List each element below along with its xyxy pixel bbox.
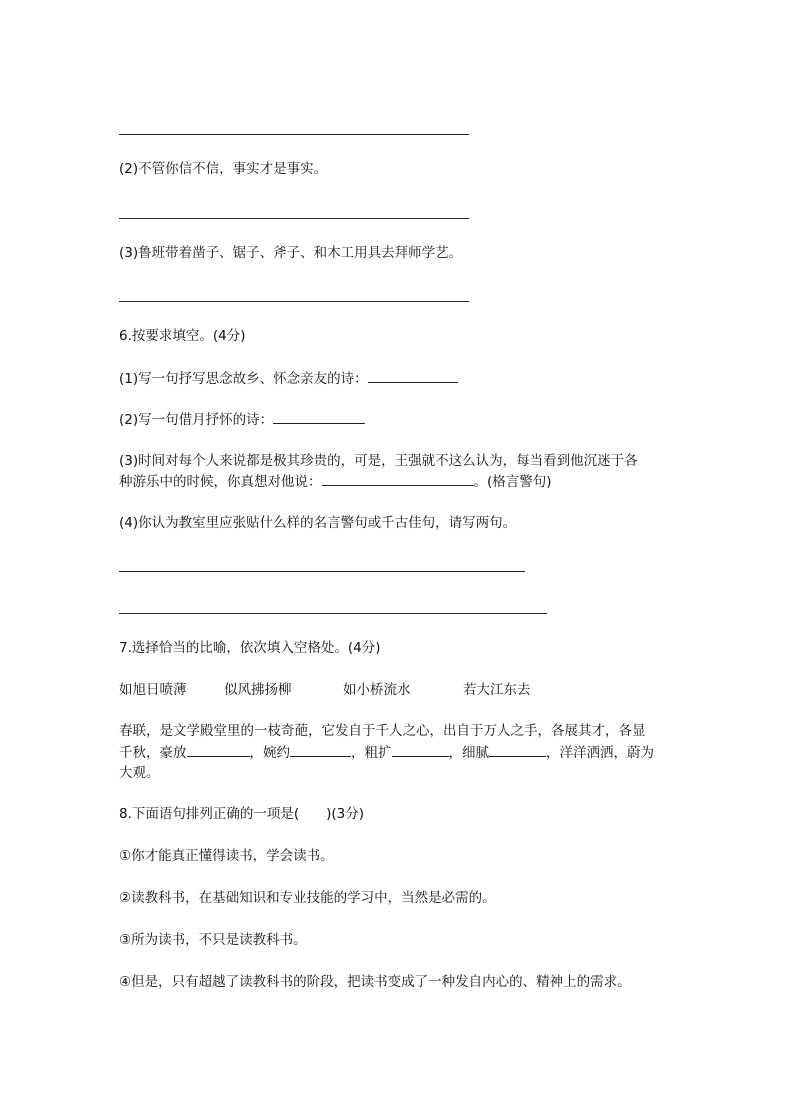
q7-options [119, 680, 531, 700]
q6-item-1-text: (1)写一句抒写思念故乡、怀念亲友的诗： [119, 371, 368, 387]
q6-heading: 6.按要求填空。(4分) [119, 328, 246, 344]
q8-heading: 8.下面语句排列正确的一项是( )(3分) [119, 806, 365, 822]
q5-item-3: (3)鲁班带着凿子、锯子、斧子、和木工用具去拜师学艺。 [119, 245, 463, 261]
q7-option-1: 如旭日喷薄 [119, 682, 187, 698]
q6-item-2-text: (2)写一句借月抒怀的诗： [119, 412, 274, 428]
q7-blank-4[interactable] [489, 742, 546, 757]
q6-item-3-line-2 [119, 471, 552, 492]
q6-item-1 [119, 368, 458, 389]
q7-option-2: 似风拂扬柳 [224, 682, 292, 698]
q6-item-3-blank[interactable] [322, 471, 474, 486]
q6-item-4: (4)你认为教室里应张贴什么样的名言警句或千古佳句，请写两句。 [119, 515, 517, 531]
q8-sentence-2: ②读教科书，在基础知识和专业技能的学习中，当然是必需的。 [119, 890, 496, 906]
q7-text-e: ，洋洋洒洒，蔚为 [546, 745, 654, 761]
answer-line-5-3[interactable] [119, 301, 469, 302]
q8-sentence-4: ④但是，只有超越了读教科书的阶段，把读书变成了一种发自内心的、精神上的需求。 [119, 974, 631, 990]
q7-paragraph-line-2 [119, 742, 654, 763]
q7-blank-2[interactable] [290, 742, 351, 757]
q7-option-4: 若大江东去 [463, 682, 531, 698]
answer-line-5-2[interactable] [119, 218, 469, 219]
q8-sentence-3: ③所为读书，不只是读教科书。 [119, 932, 307, 948]
q7-blank-1[interactable] [187, 742, 250, 757]
answer-line-6-2[interactable] [119, 613, 547, 614]
q5-item-2: (2)不管你信不信，事实才是事实。 [119, 161, 328, 177]
q7-text-a: 千秋，豪放 [119, 745, 187, 761]
q7-heading: 7.选择恰当的比喻，依次填入空格处。(4分) [119, 640, 381, 656]
q7-text-c: ，粗扩 [351, 745, 392, 761]
q6-item-2-blank[interactable] [273, 409, 365, 424]
q7-text-d: ，细腻 [448, 745, 489, 761]
q6-item-3-line-1: (3)时间对每个人来说都是极其珍贵的，可是，王强就不这么认为，每当看到他沉迷于各 [119, 453, 638, 469]
q6-item-3-text: 种游乐中的时候，你真想对他说： [119, 474, 322, 490]
answer-line-5-1[interactable] [119, 134, 469, 135]
q7-paragraph-line-3: 大观。 [119, 765, 160, 781]
answer-line-6-1[interactable] [119, 571, 525, 572]
q7-blank-3[interactable] [392, 742, 449, 757]
q8-sentence-1: ①你才能真正懂得读书，学会读书。 [119, 848, 334, 864]
q7-option-3: 如小桥流水 [343, 682, 411, 698]
q6-item-1-blank[interactable] [368, 368, 458, 383]
q6-item-3-suffix: 。(格言警句) [473, 474, 552, 490]
q7-paragraph-line-1: 春联，是文学殿堂里的一枝奇葩，它发自于千人之心，出自于万人之手，各展其才，各显 [119, 723, 646, 739]
q7-text-b: ，婉约 [249, 745, 290, 761]
q6-item-2 [119, 409, 365, 430]
